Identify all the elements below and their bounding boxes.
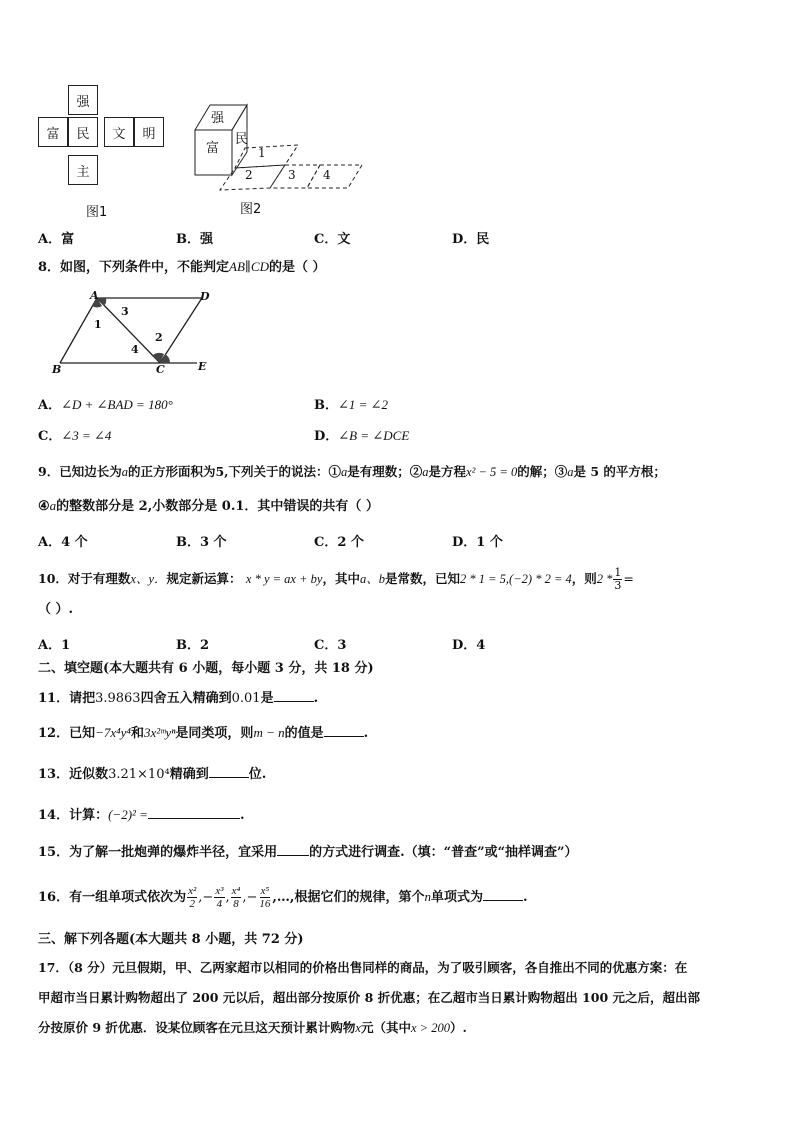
q9-option-a[interactable]: A．4 个 [38, 535, 88, 550]
figure-1-caption: 图1 [86, 205, 108, 220]
net-cell-center: 民 [68, 117, 98, 147]
q8-label-A: A [90, 289, 99, 302]
q11-number: 3.9863 [95, 691, 141, 706]
q8-parallelogram-drawing [52, 290, 217, 375]
net-cell-right2: 明 [134, 117, 164, 147]
q8-option-c[interactable] [38, 425, 111, 444]
q8-label-C: C [156, 363, 165, 376]
q8-label-B: B [52, 363, 62, 376]
q8-option-d[interactable] [314, 425, 409, 444]
q11-answer-blank[interactable] [274, 687, 314, 702]
q9-equation: x² − 5 = 0 [466, 465, 518, 479]
q12-term-1: −7x⁴y⁴ [95, 725, 131, 740]
q9-line-1 [38, 462, 666, 482]
q16-fraction-1 [187, 885, 197, 910]
q16-text-a: 16．有一组单项式依次为 [38, 890, 187, 905]
q9-var-a4: a [567, 465, 574, 479]
q15-text-a: 15．为了解一批炮弹的爆炸半径，宜采用 [38, 845, 278, 860]
q14-expression: (−2)² = [108, 807, 148, 822]
q11-text-c: 是 [260, 691, 274, 706]
q7-option-b[interactable]: B．强 [176, 232, 213, 247]
q7-option-d[interactable]: D．民 [452, 232, 490, 247]
q8-text-post: 的是（ ） [269, 260, 326, 275]
q11-text-b: 四舍五入精确到 [140, 691, 232, 706]
cube-top-label: 强 [211, 111, 225, 126]
q8-angle-4: 4 [131, 343, 139, 356]
q16-fraction-3 [231, 885, 242, 910]
q10-text-b: 规定新运算： [166, 571, 242, 586]
q9-text-a: 9．已知边长为 [38, 464, 122, 479]
q8-option-a[interactable] [38, 394, 173, 413]
q12-answer-blank[interactable] [324, 722, 364, 737]
q10-definition: x * y = ax + by [245, 572, 323, 586]
q9-text-h: 的整数部分是 2,小数部分是 0.1．其中错误的共有（ ） [56, 499, 379, 514]
net-cell-left: 富 [38, 117, 68, 147]
q16-f1-den: 2 [189, 898, 195, 910]
q8-option-a-math: ∠D + ∠BAD = 180° [61, 397, 173, 412]
q15-text-b: 的方式进行调查.（填：“普查”或“抽样调查”） [309, 845, 578, 860]
parallelogram-2-label: 2 [245, 168, 253, 182]
q7-option-a[interactable]: A．富 [38, 232, 75, 247]
q16-fraction-2 [214, 885, 224, 910]
q10-text-d: 是常数，已知 [384, 571, 460, 586]
section-2-heading: 二、填空题(本大题共有 6 小题，每小题 3 分，共 18 分) [38, 661, 374, 676]
q9-text-g: ④ [38, 499, 50, 514]
q16-f2-den: 4 [216, 898, 223, 910]
q12-expression: m − n [253, 725, 285, 740]
q8-option-b[interactable] [314, 394, 388, 413]
q10-line-1 [38, 567, 634, 592]
q16-answer-blank[interactable] [483, 886, 523, 901]
q16-f4-num: x⁵ [260, 885, 270, 897]
net-cell-right1: 文 [104, 117, 134, 147]
q10-ask: 2 * [596, 572, 613, 586]
q8-option-d-label: D． [314, 429, 339, 444]
q16-question: 16．有一组单项式依次为 $\frac{\text{x²}}{2}$ ,− $\frac{\text{x³}}{4}$ , $\frac{\text{x⁴}}{8}$ ,− $\frac{\text{x⁵}}{16}$ ,…,根据它们的规律，第个n单项式为 . [38, 885, 528, 910]
cube-front-label: 富 [206, 141, 220, 156]
q9-option-c[interactable]: C．2 个 [314, 535, 364, 550]
q14-question: 14．计算：(−2)² = . [38, 804, 244, 826]
parallelogram-1-label: 1 [258, 146, 266, 160]
q16-f1-num: x² [188, 885, 197, 897]
q8-option-a-label: A． [38, 398, 62, 413]
q9-var-a2: a [341, 465, 348, 479]
q9-var-a3: a [422, 465, 429, 479]
q13-text-a: 13．近似数 [38, 767, 109, 782]
q12-question: 12．已知−7x⁴y⁴和3x²ᵐyⁿ是同类项，则m − n的值是 . [38, 722, 368, 744]
q11-question: 11．请把3.9863四舍五入精确到0.01是 . [38, 687, 318, 709]
q8-option-b-label: B． [314, 398, 338, 413]
q10-equals: = [623, 571, 634, 586]
section-3-heading: 三、解下列各题(本大题共 8 小题，共 72 分) [38, 932, 304, 947]
q16-f3-den: 8 [233, 898, 239, 910]
q13-text-b: 精确到 [169, 767, 209, 782]
q16-n: n [424, 889, 431, 904]
q8-label-E: E [198, 360, 207, 373]
q14-answer-blank[interactable] [148, 804, 240, 819]
q8-label-D: D [200, 290, 210, 303]
q7-option-c[interactable]: C．文 [314, 232, 351, 247]
q13-question [38, 763, 266, 785]
parallelogram-4-label: 4 [323, 168, 331, 182]
q10-given: 2 * 1 = 5,(−2) * 2 = 4 [460, 572, 572, 586]
q10-vars: x、y． [130, 572, 167, 586]
q8-text-pre: 8．如图，下列条件中，不能判定 [38, 260, 230, 275]
q10-line-2: （ ）. [38, 602, 74, 617]
q10-text-e: ，则 [571, 571, 597, 586]
q9-text-f: 是 5 的平方根； [573, 464, 666, 479]
q11-precision: 0.01 [231, 691, 261, 706]
q13-text-c: 位. [248, 767, 267, 782]
q15-answer-blank[interactable] [277, 841, 309, 856]
q17-line-3 [38, 1018, 467, 1038]
q8-option-c-label: C． [38, 429, 62, 444]
q10-option-a[interactable]: A．1 [38, 638, 71, 653]
q10-option-c[interactable]: C．3 [314, 638, 347, 653]
q8-angle-2: 2 [155, 331, 163, 344]
q17-line-2: 甲超市当日累计购物超出了 200 元以后，超出部分按原价 8 折优惠；在乙超市当日累计购物超出 100 元之后，超出部 [38, 990, 700, 1005]
q10-frac-den: 3 [614, 579, 622, 592]
q17-text-a: 分按原价 9 折优惠．设某位顾客在元旦这天预计累计购物 [38, 1020, 356, 1035]
q16-f4-den: 16 [259, 898, 271, 910]
q9-var-a5: a [49, 498, 57, 513]
net-cell-top: 强 [68, 85, 98, 115]
q10-fraction [613, 567, 622, 592]
q8-angle-3: 3 [121, 305, 129, 318]
q9-text-e: 的解；③ [517, 464, 568, 479]
q9-line-2 [38, 496, 379, 517]
q10-option-b[interactable]: B．2 [176, 638, 210, 653]
q9-var-a1: a [121, 465, 128, 479]
q8-option-b-math: ∠1 = ∠2 [338, 397, 389, 412]
q17-condition: x > 200 [410, 1021, 450, 1035]
q13-number: 3.21×10⁴ [108, 767, 170, 782]
q10-option-d[interactable]: D．4 [452, 638, 486, 653]
q11-text-a: 11．请把 [38, 691, 96, 706]
q8-question [38, 257, 326, 278]
q9-text-c: 是有理数；② [347, 464, 423, 479]
q13-answer-blank[interactable] [209, 763, 249, 778]
q12-text-c: 是同类项，则 [175, 726, 254, 741]
q12-text-b: 和 [130, 726, 144, 741]
q17-text-b: 元（其中 [360, 1020, 411, 1035]
q16-text-c: 单项式为 [430, 890, 483, 905]
q12-term-2: 3x²ᵐyⁿ [143, 725, 176, 740]
q9-option-d[interactable]: D．1 个 [452, 535, 503, 550]
cube-side-label: 民 [235, 132, 249, 147]
q9-option-b[interactable]: B．3 个 [176, 535, 227, 550]
q10-constants: a、b [359, 572, 385, 586]
q16-text-b: ,…,根据它们的规律，第个 [272, 890, 425, 905]
q16-fraction-4 [258, 885, 271, 910]
parallelogram-3-label: 3 [288, 168, 296, 182]
q17-text-c: ）. [449, 1020, 467, 1035]
q12-text-d: 的值是 [284, 726, 324, 741]
q12-text-a: 12．已知 [38, 726, 96, 741]
q8-angle-1: 1 [94, 318, 102, 331]
q10-text-c: ，其中 [322, 571, 360, 586]
figure-2-caption: 图2 [240, 202, 262, 217]
q14-text-a: 14．计算： [38, 808, 109, 823]
q9-text-b: 的正方形面积为5,下列关于的说法：① [127, 464, 342, 479]
q8-math: AB∥CD [229, 259, 269, 274]
q15-question [38, 841, 578, 863]
q9-text-d: 是方程 [428, 464, 467, 479]
q8-option-d-math: ∠B = ∠DCE [338, 428, 410, 443]
q16-f3-num: x⁴ [231, 885, 241, 897]
q10-text-a: 10．对于有理数 [38, 571, 131, 586]
q16-f2-num: x³ [215, 885, 224, 897]
q17-var-x: x [355, 1021, 361, 1035]
q8-option-c-math: ∠3 = ∠4 [61, 428, 112, 443]
q17-line-1: 17．（8 分）元旦假期，甲、乙两家超市以相同的价格出售同样的商品，为了吸引顾客，各自推出不同的优惠方案：在 [38, 960, 688, 975]
q10-frac-num: 1 [614, 566, 622, 579]
net-cell-bottom: 主 [68, 155, 98, 185]
